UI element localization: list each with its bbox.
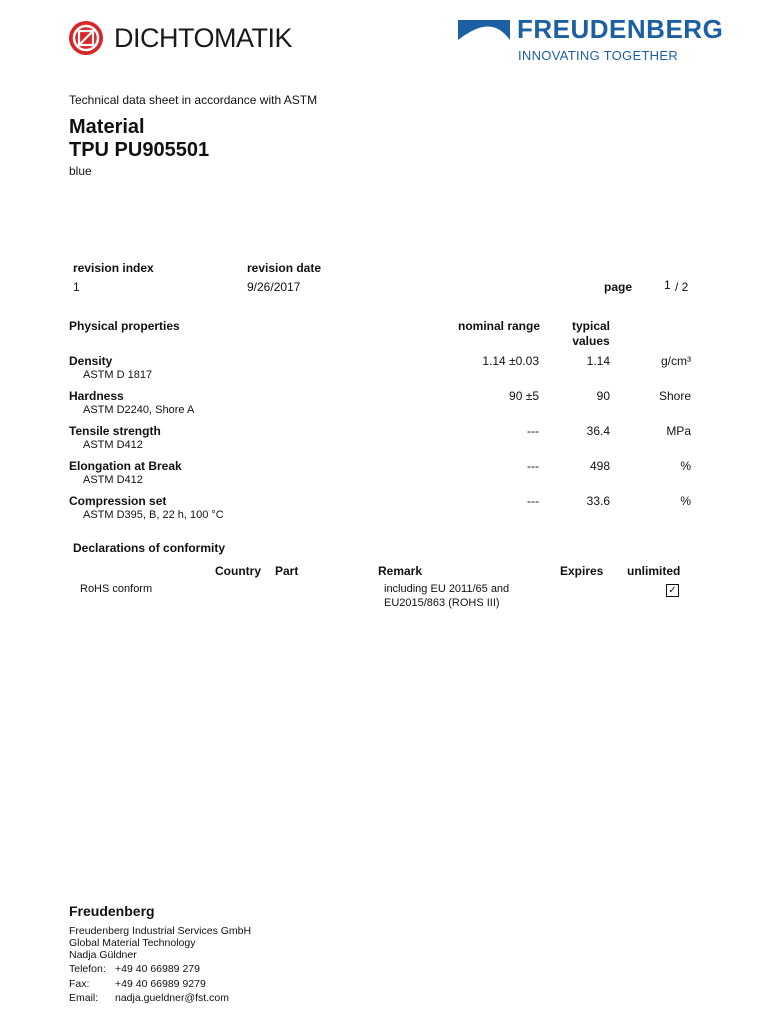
material-color: blue (69, 164, 92, 178)
revision-index-value: 1 (73, 280, 80, 294)
page-label: page (604, 280, 633, 294)
property-unit: % (680, 494, 691, 508)
revision-date-value: 9/26/2017 (247, 280, 301, 294)
fax-value: +49 40 66989 9279 (115, 978, 206, 990)
footer-phone (69, 963, 200, 975)
unlimited-checkbox-icon: ✓ (666, 584, 679, 597)
email-value[interactable]: nadja.gueldner@fst.com (115, 992, 229, 1004)
revision-index-label: revision index (73, 261, 154, 275)
property-nominal: --- (527, 494, 539, 508)
property-standard: ASTM D395, B, 22 h, 100 °C (83, 509, 224, 521)
fax-label: Fax: (69, 978, 90, 990)
typical-values-header-line2: values (572, 334, 610, 348)
property-unit: % (680, 459, 691, 473)
freudenberg-logo-text: FREUDENBERG (517, 14, 724, 44)
phone-value: +49 40 66989 279 (115, 963, 200, 975)
expires-header: Expires (560, 564, 604, 578)
email-label: Email: (69, 992, 99, 1004)
dichtomatik-logo-text: DICHTOMATIK (114, 22, 293, 53)
property-name: Tensile strength (69, 424, 161, 438)
property-typical: 33.6 (586, 494, 610, 508)
dichtomatik-emblem-icon (68, 20, 104, 56)
nominal-range-header: nominal range (457, 319, 540, 333)
property-name: Elongation at Break (69, 459, 182, 473)
property-unit: MPa (666, 424, 691, 438)
property-typical: 90 (596, 389, 610, 403)
remark-header: Remark (378, 564, 423, 578)
part-header: Part (275, 564, 299, 578)
property-nominal: --- (527, 424, 539, 438)
material-label: Material (69, 116, 145, 138)
property-typical: 1.14 (586, 354, 610, 368)
conformity-name: RoHS conform (80, 583, 153, 595)
property-typical: 36.4 (586, 424, 610, 438)
property-standard: ASTM D 1817 (83, 369, 153, 381)
property-typical: 498 (589, 459, 610, 473)
footer-line3: Nadja Güldner (69, 949, 137, 961)
property-standard: ASTM D412 (83, 439, 143, 451)
conformity-heading: Declarations of conformity (73, 541, 226, 555)
property-nominal: --- (527, 459, 539, 473)
unlimited-header: unlimited (627, 564, 681, 578)
revision-date-label: revision date (247, 261, 322, 275)
page-current: 1 (664, 278, 671, 292)
property-standard: ASTM D412 (83, 474, 143, 486)
dichtomatik-logo (68, 20, 292, 56)
conformity-remark-line1: including EU 2011/65 and (384, 583, 510, 595)
property-name: Density (69, 354, 113, 368)
properties-heading: Physical properties (69, 319, 180, 333)
phone-label: Telefon: (69, 963, 106, 975)
freudenberg-wave-icon (458, 18, 510, 42)
property-unit: Shore (658, 389, 691, 403)
footer-line2: Global Material Technology (69, 937, 196, 949)
material-name: TPU PU905501 (69, 139, 210, 161)
property-nominal: 90 ±5 (509, 389, 539, 403)
property-name: Compression set (69, 494, 167, 508)
freudenberg-tagline: INNOVATING TOGETHER (518, 48, 679, 63)
property-name: Hardness (69, 389, 124, 403)
typical-values-header-line1: typical (571, 319, 610, 333)
footer-line1: Freudenberg Industrial Services GmbH (69, 925, 252, 937)
footer-fax (69, 978, 206, 990)
document-intro: Technical data sheet in accordance with ASTM (69, 93, 318, 107)
conformity-remark-line2: EU2015/863 (ROHS III) (384, 597, 500, 609)
footer-email (69, 992, 229, 1004)
footer-company: Freudenberg (69, 903, 155, 919)
property-standard: ASTM D2240, Shore A (83, 404, 195, 416)
property-nominal: 1.14 ±0.03 (482, 354, 539, 368)
property-unit: g/cm³ (661, 354, 691, 368)
page-total: / 2 (675, 280, 689, 294)
country-header: Country (215, 564, 261, 578)
